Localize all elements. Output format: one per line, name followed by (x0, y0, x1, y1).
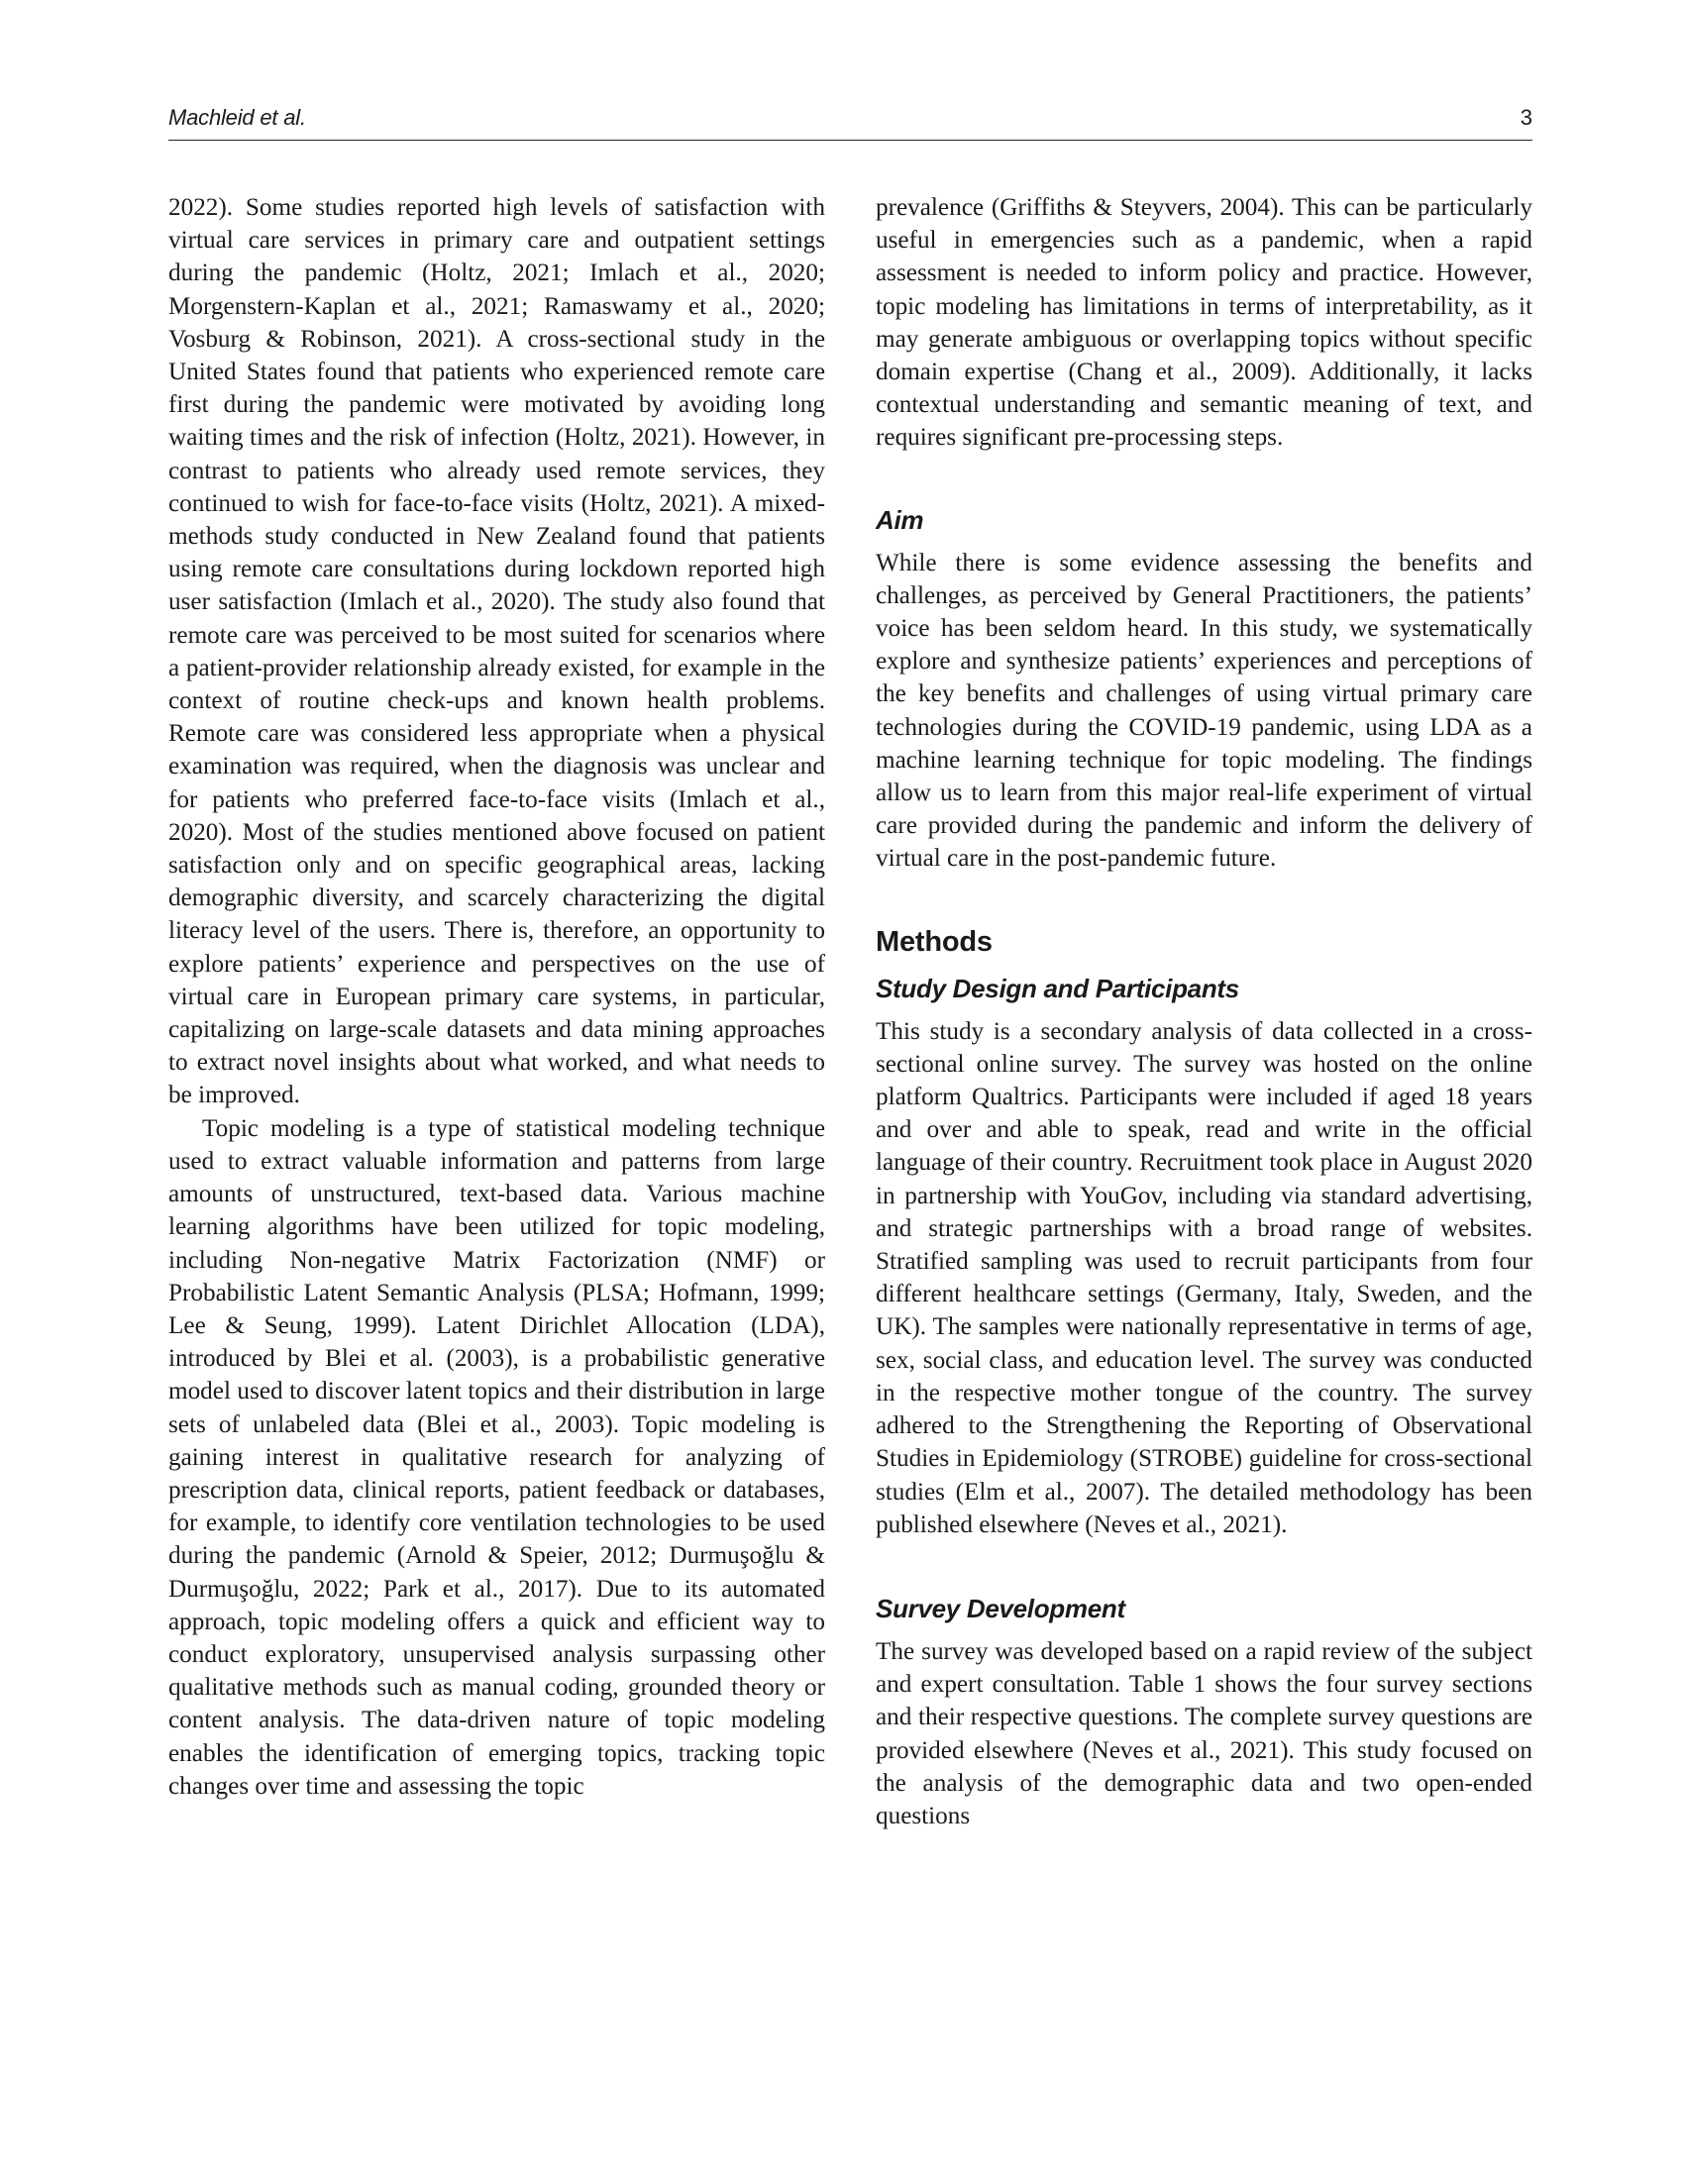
header-rule (168, 140, 1532, 141)
survey-development-heading: Survey Development (876, 1593, 1125, 1623)
body-paragraph: While there is some evidence assessing the benefits and challenges, as perceived by General Practitioners, the patients’ voice has been seldom heard. In this study, we systematically explore and synthesize patients’ experiences and perceptions of the key benefits and challenges of using virtual primary care technologies during the COVID-19 pandemic, using LDA as a machine learning technique for topic modeling. The findings allow us to learn from this major real-life experiment of virtual care provided during the pandemic and inform the delivery of virtual care in the post-pandemic future. (876, 549, 1532, 873)
aim-heading: Aim (876, 504, 924, 535)
methods-heading: Methods (876, 925, 993, 958)
body-paragraph: Topic modeling is a type of statistical modeling technique used to extract valuable information and patterns from large amounts of unstructured, text-based data. Various machine learning algorithms have been utilized for topic modeling, including Non-negative Matrix Factorization (NMF) or Probabilistic Latent Semantic Analysis (PLSA; Hofmann, 1999; Lee & Seung, 1999). Latent Dirichlet Allocation (LDA), introduced by Blei et al. (2003), is a probabilistic generative model used to discover latent topics and their distribution in large sets of unlabeled data (Blei et al., 2003). Topic modeling is gaining interest in qualitative research for analyzing of prescription data, clinical reports, patient feedback or databases, for example, to identify core ventilation technologies to be used during the pandemic (Arnold & Speier, 2012; Durmuşoğlu & Durmuşoğlu, 2022; Park et al., 2017). Due to its automated approach, topic modeling offers a quick and efficient way to conduct exploratory, unsupervised analysis surpassing other qualitative methods such as manual coding, grounded theory or content analysis. The data-driven nature of topic modeling enables the identification of emerging topics, tracking topic changes over time and assessing the topic (168, 1114, 825, 1800)
study-design-heading: Study Design and Participants (876, 973, 1239, 1003)
body-paragraph: The survey was developed based on a rapid review of the subject and expert consultation. Table 1 shows the four survey sections and their respective questions. The complete survey questions are provided elsewhere (Neves et al., 2021). This study focused on the analysis of the demographic data and two open-ended questions (876, 1637, 1532, 1829)
body-paragraph: prevalence (Griffiths & Steyvers, 2004). This can be particularly useful in emergencies such as a pandemic, when a rapid assessment is needed to inform policy and practice. However, topic modeling has limitations in terms of interpretability, as it may generate ambiguous or overlapping topics without specific domain expertise (Chang et al., 2009). Additionally, it lacks contextual understanding and semantic meaning of text, and requires significant pre-processing steps. (876, 194, 1532, 452)
body-paragraph: This study is a secondary analysis of data collected in a cross-sectional online survey. The survey was hosted on the online platform Qualtrics. Participants were included if aged 18 years and over and able to speak, read and write in the official language of their country. Recruitment took place in August 2020 in partnership with YouGov, including via standard advertising, and strategic partnerships with a broad range of websites. Stratified sampling was used to recruit participants from four different healthcare settings (Germany, Italy, Sweden, and the UK). The samples were nationally representative in terms of age, sex, social class, and education level. The survey was conducted in the respective mother tongue of the country. The survey adhered to the Strengthening the Reporting of Observational Studies in Epidemiology (STROBE) guideline for cross-sectional studies (Elm et al., 2007). The detailed methodology has been published elsewhere (Neves et al., 2021). (876, 1017, 1532, 1538)
page-number: 3 (1520, 105, 1532, 130)
body-paragraph: 2022). Some studies reported high levels of satisfaction with virtual care services in primary care and outpatient settings during the pandemic (Holtz, 2021; Imlach et al., 2020; Morgenstern-Kaplan et al., 2021; Ramaswamy et al., 2020; Vosburg & Robinson, 2021). A cross-sectional study in the United States found that patients who experienced remote care first during the pandemic were motivated by avoiding long waiting times and the risk of infection (Holtz, 2021). However, in contrast to patients who already used remote services, they continued to wish for face-to-face visits (Holtz, 2021). A mixed-methods study conducted in New Zealand found that patients using remote care consultations during lockdown reported high user satisfaction (Imlach et al., 2020). The study also found that remote care was perceived to be most suited for scenarios where a patient-provider relationship already existed, for example in the context of routine check-ups and known health problems. Remote care was considered less appropriate when a physical examination was required, when the diagnosis was unclear and for patients who preferred face-to-face visits (Imlach et al., 2020). Most of the studies mentioned above focused on patient satisfaction only and on specific geographical areas, lacking demographic diversity, and scarcely characterizing the digital literacy level of the users. There is, therefore, an opportunity to explore patients’ experience and perspectives on the use of virtual care in European primary care systems, in particular, capitalizing on large-scale datasets and data mining approaches to extract novel insights about what worked, and what needs to be improved. (168, 194, 825, 1109)
right-column (876, 191, 1532, 1832)
running-head-author: Machleid et al. (168, 105, 306, 130)
left-column (168, 191, 825, 1803)
